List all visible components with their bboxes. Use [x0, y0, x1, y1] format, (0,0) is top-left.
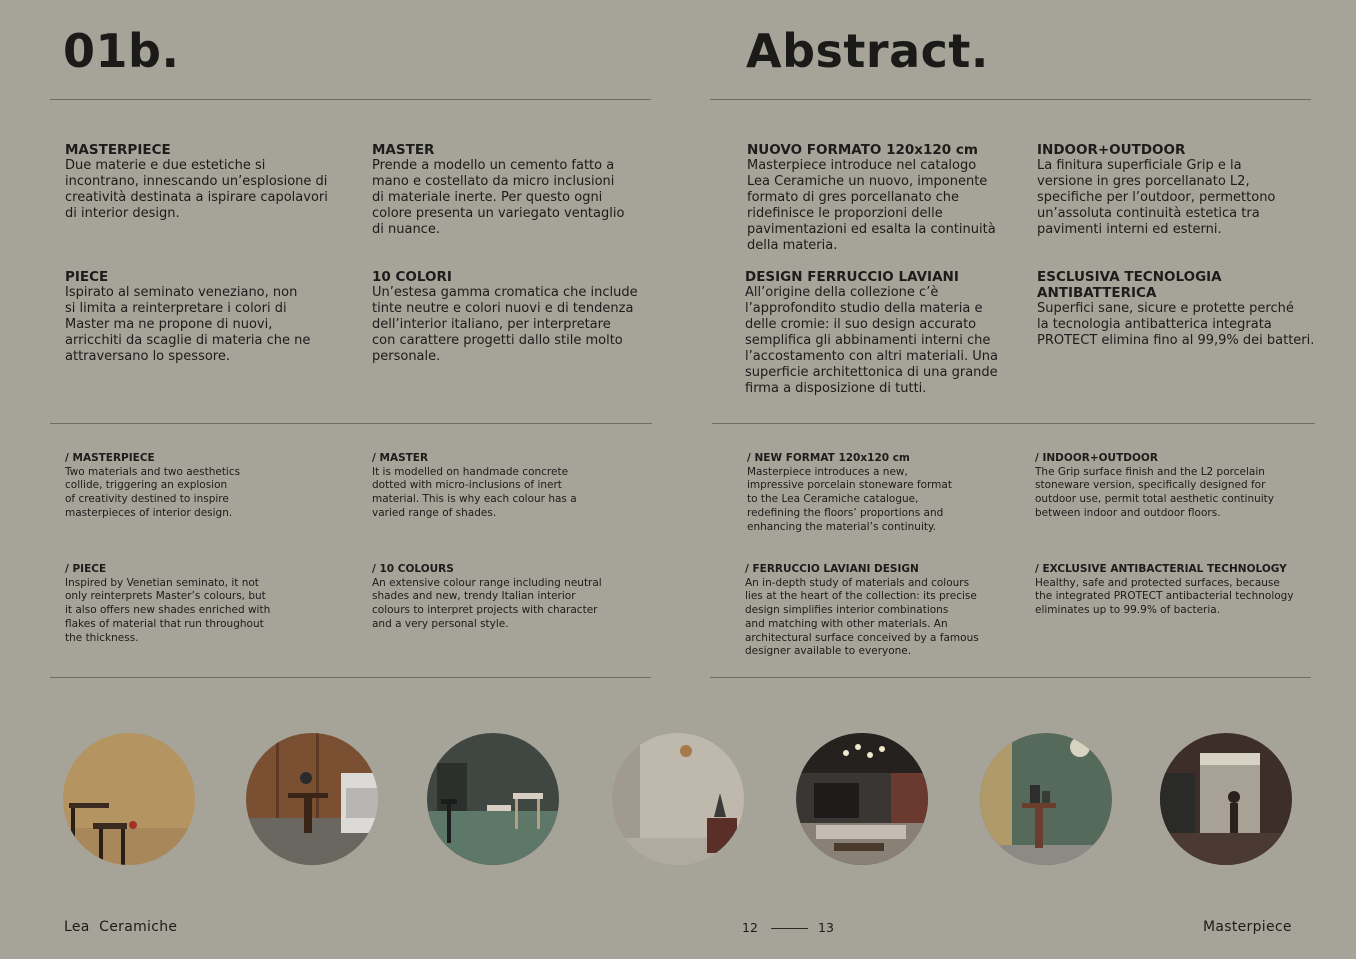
- it-masterpiece-block: [65, 142, 340, 222]
- it-indoor-body: La finitura superficiale Grip e la versione in gres porcellanato L2, specifiche per l’outdoor, permettono un’assoluta continuità estetica tra pavimenti interni ed esterni.: [1037, 158, 1276, 237]
- it-colori-body: Un’estesa gamma cromatica che include tinte neutre e colori nuovi e di tendenza dell’interior italiano, per interpretare con carattere progetti dallo stile molto personale.: [372, 285, 638, 364]
- it-masterpiece-title: MASTERPIECE: [65, 142, 171, 158]
- photo-green-wall-side-table: [980, 733, 1112, 865]
- divider: [712, 423, 1315, 424]
- collection-name: Masterpiece: [1203, 919, 1292, 935]
- en-indoor-body: The Grip surface finish and the L2 porcelain stoneware version, specifically designed for outdoor use, permit total aesthetic continuity between indoor and outdoor floors.: [1035, 465, 1275, 519]
- photo-green-floor-chairs: [427, 733, 559, 865]
- it-indoor-block: [1037, 142, 1312, 238]
- it-formato-block: [747, 142, 1022, 254]
- en-masterpiece-block: [65, 452, 340, 521]
- it-esclusiva-body: Superfici sane, sicure e protette perché la tecnologia antibatterica integrata PROTECT elimina fino al 99,9% dei batteri.: [1037, 301, 1315, 348]
- en-piece-block: [65, 563, 340, 645]
- it-design-block: [745, 269, 1027, 397]
- divider: [710, 99, 1311, 100]
- en-format-title: / NEW FORMAT 120x120 cm: [747, 452, 910, 464]
- en-exclusive-body: Healthy, safe and protected surfaces, because the integrated PROTECT antibacterial technology eliminates up to 99.9% of bacteria.: [1035, 576, 1294, 617]
- it-design-title: DESIGN FERRUCCIO LAVIANI: [745, 269, 959, 285]
- en-exclusive-block: [1035, 563, 1335, 618]
- en-master-body: It is modelled on handmade concrete dotted with micro-inclusions of inert material. This is why each colour has a varied range of shades.: [372, 465, 577, 519]
- en-colours-block: [372, 563, 662, 632]
- en-design-body: An in-depth study of materials and colours lies at the heart of the collection: its precise design simplifies interior combinations and matching with other materials. An architectural surface conceived by a famous designer available to everyone.: [745, 576, 979, 658]
- page-number-left: 12: [742, 920, 758, 935]
- it-piece-block: [65, 269, 340, 365]
- chapter-number: 01b.: [63, 24, 180, 78]
- it-formato-body: Masterpiece introduce nel catalogo Lea Ceramiche un nuovo, imponente formato di gres porcellanato che ridefinisce le proporzioni delle pavimentazioni ed esalta la continuità della materia.: [747, 158, 996, 253]
- divider: [50, 423, 652, 424]
- photo-wood-wall-table: [246, 733, 378, 865]
- en-exclusive-title: / EXCLUSIVE ANTIBACTERIAL TECHNOLOGY: [1035, 563, 1287, 575]
- en-masterpiece-title: / MASTERPIECE: [65, 452, 155, 464]
- en-piece-title: / PIECE: [65, 563, 107, 575]
- it-master-title: MASTER: [372, 142, 435, 158]
- en-masterpiece-body: Two materials and two aesthetics collide, triggering an explosion of creativity destined to inspire masterpieces of interior design.: [65, 465, 241, 519]
- page-number-right: 13: [818, 920, 834, 935]
- page-separator: [771, 928, 808, 929]
- page-title: Abstract.: [746, 24, 989, 78]
- it-formato-title: NUOVO FORMATO 120x120 cm: [747, 142, 978, 158]
- it-piece-body: Ispirato al seminato veneziano, non si limita a reinterpretare i colori di Master ma ne propone di nuovi, arricchiti da scaglie di materia che ne attraversano lo spessore.: [65, 285, 311, 364]
- en-format-block: [747, 452, 1022, 534]
- it-masterpiece-body: Due materie e due estetiche si incontrano, innescando un’esplosione di creatività destinata a ispirare capolavori di interior design.: [65, 158, 328, 221]
- photo-dark-corridor-statue: [1160, 733, 1292, 865]
- en-format-body: Masterpiece introduces a new, impressive porcelain stoneware format to the Lea Ceramiche catalogue, redefining the floors’ proportions and enhancing the material’s continuity.: [747, 465, 952, 533]
- photo-chair-gold-wall: [63, 733, 195, 865]
- it-piece-title: PIECE: [65, 269, 109, 285]
- photo-beige-wall-niche: [612, 733, 744, 865]
- divider: [50, 677, 651, 678]
- it-esclusiva-title: ESCLUSIVA TECNOLOGIA ANTIBATTERICA: [1037, 269, 1222, 301]
- it-master-block: [372, 142, 647, 238]
- divider: [710, 677, 1311, 678]
- it-design-body: All’origine della collezione c’è l’approfondito studio della materia e delle cromie: il suo design accurato semplifica gli abbinamenti interni che l’accostamento con altri materiali. Una superficie architettonica di una grande firma a disposizione di tutti.: [745, 285, 998, 396]
- it-colori-title: 10 COLORI: [372, 269, 452, 285]
- photo-lounge-chandelier: [796, 733, 928, 865]
- en-piece-body: Inspired by Venetian seminato, it not only reinterprets Master’s colours, but it also offers new shades enriched with flakes of material that run throughout the thickness.: [65, 576, 271, 644]
- en-colours-title: / 10 COLOURS: [372, 563, 454, 575]
- en-colours-body: An extensive colour range including neutral shades and new, trendy Italian interior colours to interpret projects with character and a very personal style.: [372, 576, 602, 630]
- en-master-block: [372, 452, 647, 521]
- en-design-title: / FERRUCCIO LAVIANI DESIGN: [745, 563, 919, 575]
- it-colori-block: [372, 269, 657, 365]
- it-indoor-title: INDOOR+OUTDOOR: [1037, 142, 1186, 158]
- en-master-title: / MASTER: [372, 452, 429, 464]
- it-esclusiva-block: [1037, 269, 1337, 349]
- divider: [50, 99, 651, 100]
- en-design-block: [745, 563, 1030, 659]
- en-indoor-title: / INDOOR+OUTDOOR: [1035, 452, 1158, 464]
- brand-name: Lea Ceramiche: [64, 919, 178, 935]
- en-indoor-block: [1035, 452, 1335, 521]
- it-master-body: Prende a modello un cemento fatto a mano e costellato da micro inclusioni di materiale inerte. Per questo ogni colore presenta un variegato ventaglio di nuance.: [372, 158, 625, 237]
